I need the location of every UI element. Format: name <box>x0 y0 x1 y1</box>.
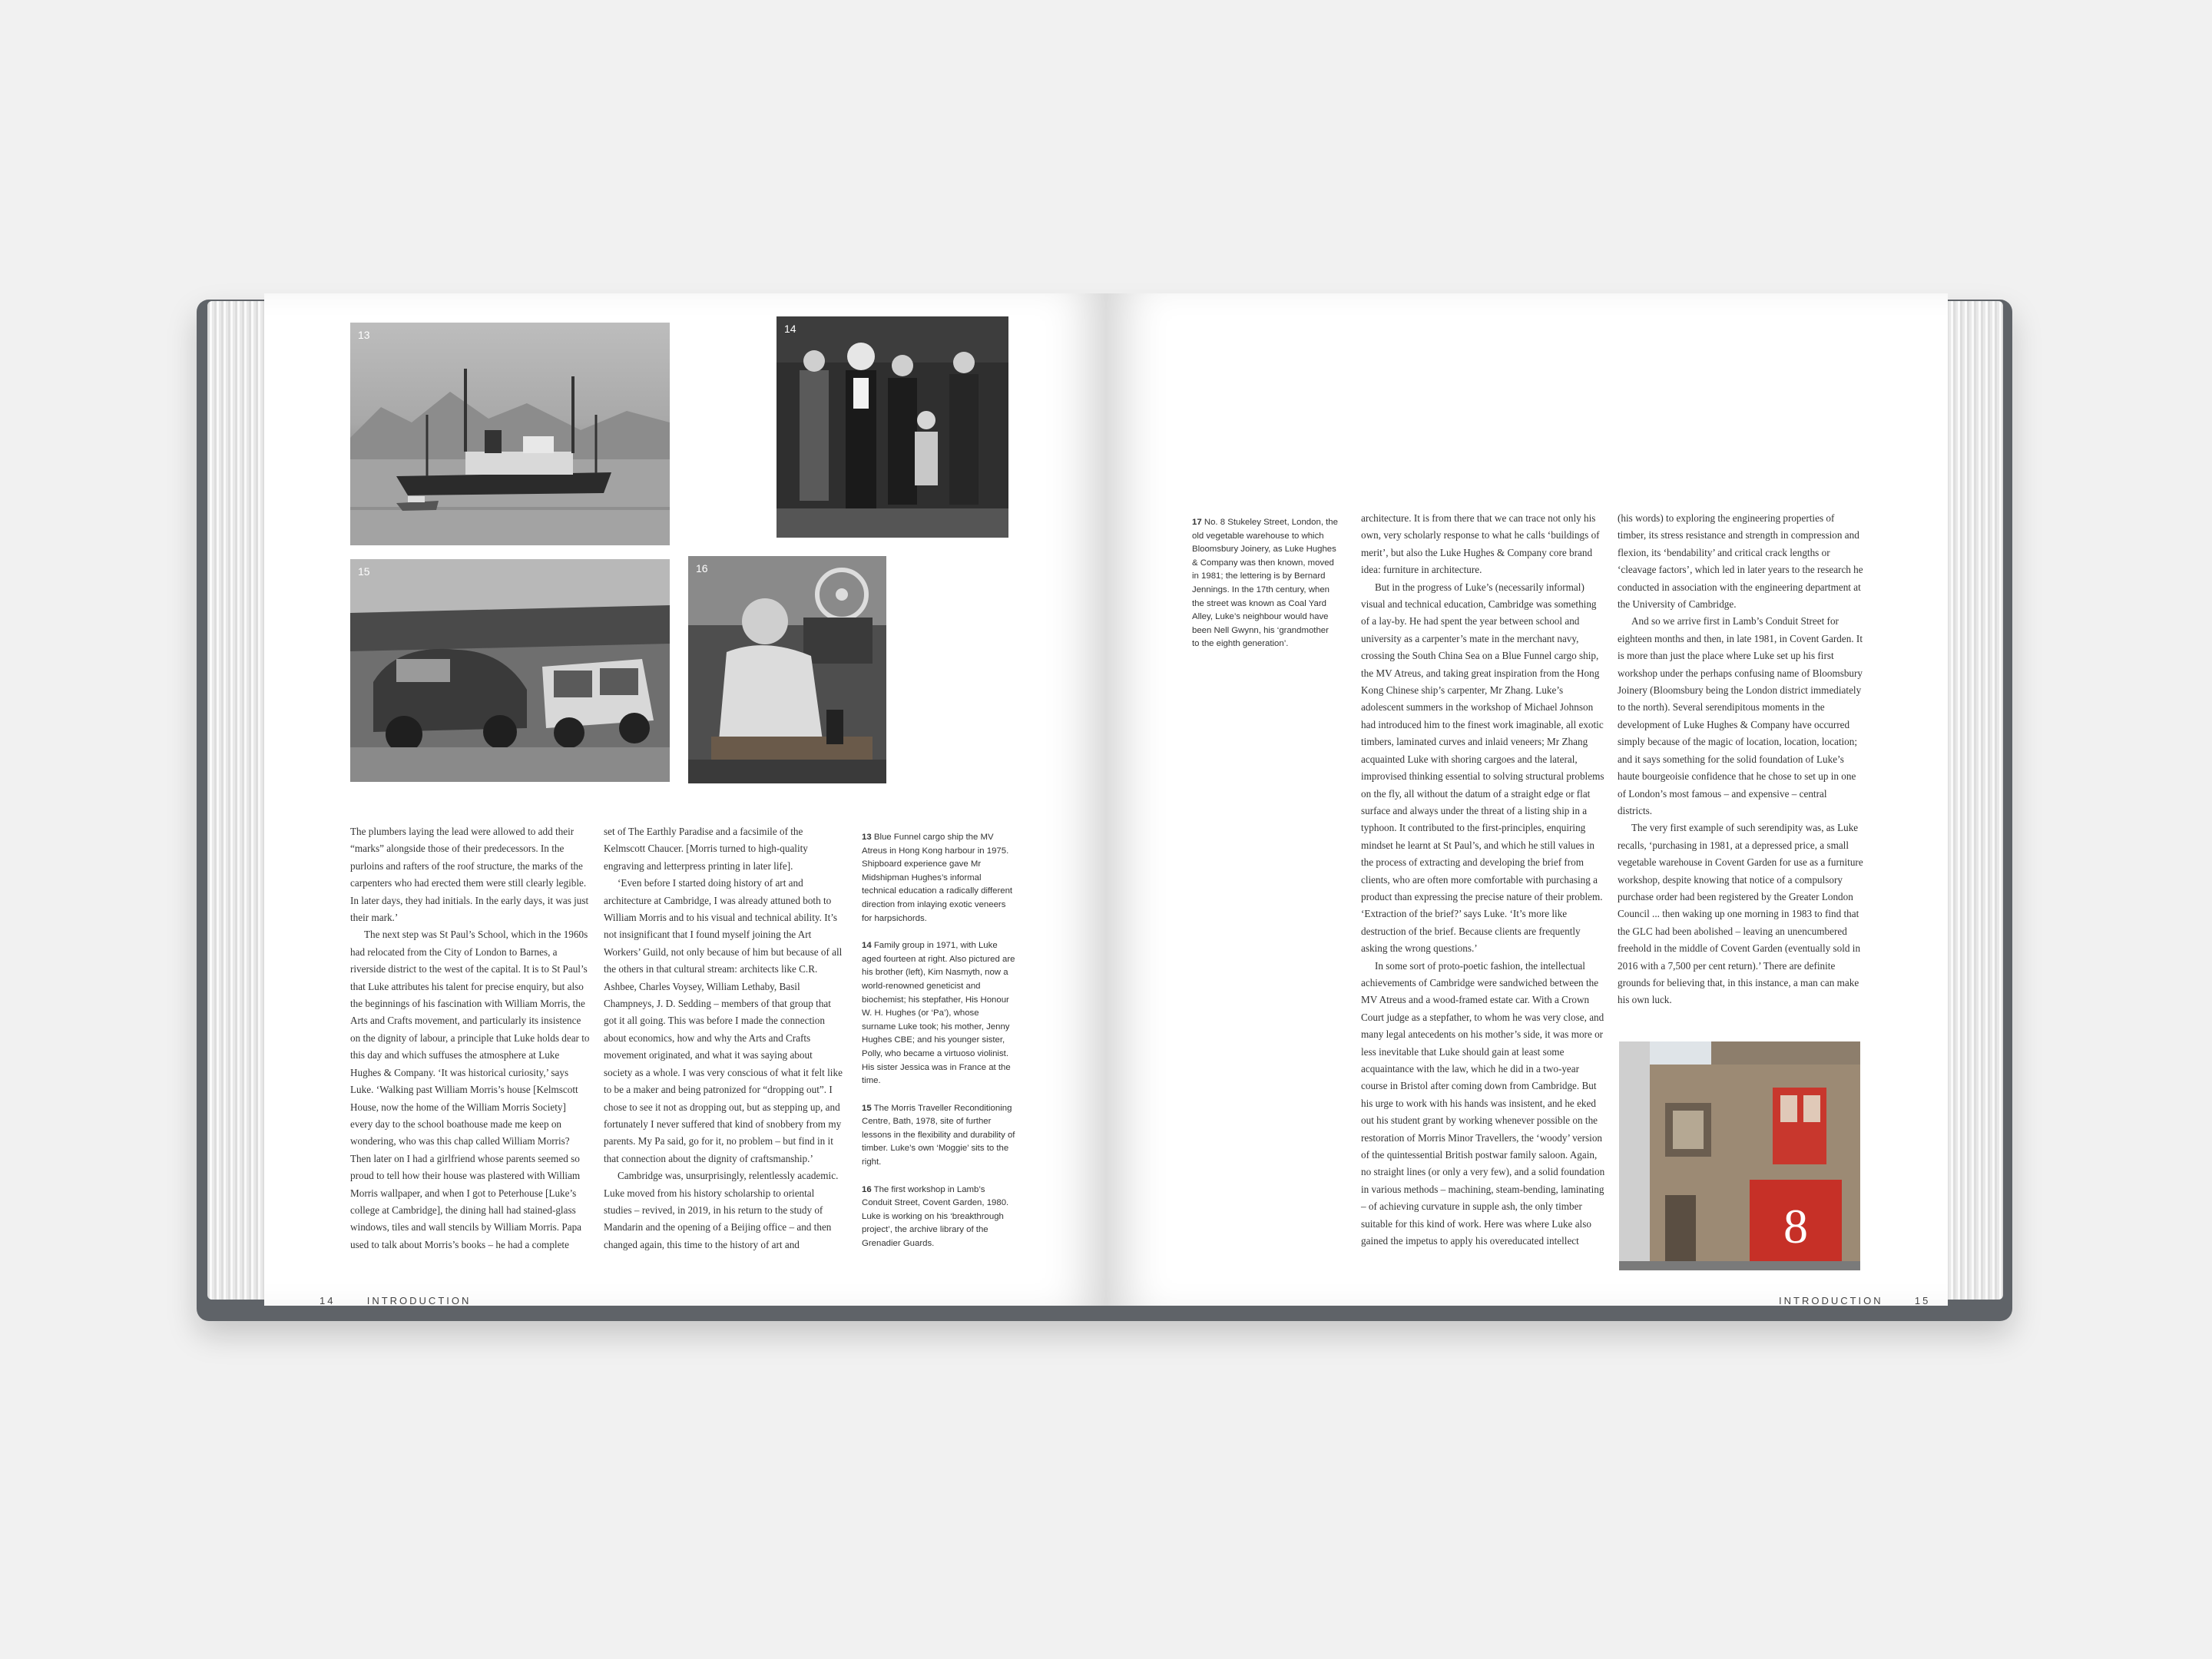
paragraph: Cambridge was, unsurprisingly, relentlessly academic. Luke moved from his history scholarship to oriental studies – revived, in 2019, in his return to the study of Mandarin and the opening of a Beijing office – and then changed again, this time to the history of art and <box>604 1170 839 1250</box>
photo-14-family-group <box>777 316 1008 538</box>
running-head: INTRODUCTION <box>366 1295 472 1306</box>
right-folio <box>1779 1295 1930 1306</box>
caption-text: The Morris Traveller Reconditioning Centre, Bath, 1978, site of further lessons in the flexibility and durability of timber. Luke’s own ‘Moggie’ sits to the right. <box>862 1103 1015 1167</box>
left-captions <box>862 831 1015 1265</box>
paragraph: The very first example of such serendipity was, as Luke recalls, ‘purchasing in 1981, at a depressed price, a small vegetable warehouse in Covent Garden for use as a furniture workshop, despite knowing that notice of a compulsory purchase order had been registered by the Greater London Council ... then waking up one morning in 1983 to find that the GLC had been abolished – leaving an unencumbered freehold in the middle of Covent Garden (eventually sold in 2016 with a 7,500 per cent return).’ There are definite grounds for believing that, in this instance, a man can make his own luck. <box>1618 822 1863 1006</box>
page-edges-right <box>1942 301 2003 1300</box>
page-number: 14 <box>320 1295 336 1306</box>
photo-16-workshop <box>688 556 886 783</box>
left-text-column-1 <box>350 823 590 1253</box>
photo-15-cars-yard <box>350 559 670 782</box>
left-page <box>264 293 1106 1306</box>
caption-text: No. 8 Stukeley Street, London, the old vegetable warehouse to which Bloomsbury Joinery, as Luke Hughes & Company was then known, moved in 1981; the lettering is by Bernard Jennings. In the 17th century, when the street was known as Coal Yard Alley, Luke’s neighbour would have been Nell Gwynn, his ‘grandmother to the eighth generation’. <box>1192 518 1338 649</box>
cars-illustration <box>350 559 670 782</box>
photo-number: 16 <box>696 562 708 575</box>
paragraph: set of The Earthly Paradise and a facsimile of the Kelmscott Chaucer. [Morris turned to high-quality engraving and letterpress printing in later life]. <box>604 826 808 872</box>
photo-17-warehouse <box>1619 1041 1860 1270</box>
caption-text: Blue Funnel cargo ship the MV Atreus in Hong Kong harbour in 1975. Shipboard experience gave Mr Midshipman Hughes’s informal technical education a radically different direction from inlaying exotic veneers for harpsichords. <box>862 833 1013 923</box>
page-number: 15 <box>1914 1295 1931 1306</box>
door-number-8: 8 <box>1783 1199 1808 1253</box>
photo-number: 15 <box>358 565 370 578</box>
paragraph: And so we arrive first in Lamb’s Conduit Street for eighteen months and then, in late 1981, in Covent Garden. It is more than just the place where Luke set up his first workshop under the perhaps confusing name of Bloomsbury Joinery (Bloomsbury being the London district immediately to the north). Several serendipitous moments in the development of Luke Hughes & Company have occurred simply because of the magic of location, location, location; and it says something for the solid foundation of Luke’s haute bourgeoisie confidence that he chose to set up in one of London’s most famous – and expensive – central districts. <box>1618 615 1863 816</box>
caption-16 <box>862 1184 1015 1251</box>
photo-number: 14 <box>784 323 796 335</box>
running-head: INTRODUCTION <box>1779 1295 1883 1306</box>
right-text-column-2 <box>1618 510 1863 1009</box>
family-illustration <box>777 316 1008 538</box>
caption-text: The first workshop in Lamb’s Conduit Street, Covent Garden, 1980. Luke is working on his ‘breakthrough project’, the archive library of the Grenadier Guards. <box>862 1184 1009 1249</box>
caption-14 <box>862 939 1015 1088</box>
right-text-column-1 <box>1361 510 1607 1250</box>
paragraph: (his words) to exploring the engineering properties of timber, its stress resistance and strength in compression and flexion, its ‘bendability’ and critical crack lengths or ‘cleavage factors’, which led in later years to the research he conducted in association with the engineering department at the University of Cambridge. <box>1618 512 1863 611</box>
caption-13 <box>862 831 1015 926</box>
paragraph: The plumbers laying the lead were allowed to add their “marks” alongside those of their predecessors. In the purloins and rafters of the roof structure, the marks of the carpenters who had erected them were still clearly legible. In later days, they had initials. In the early days, it was just their mark.’ <box>350 826 589 924</box>
right-page <box>1106 293 1948 1306</box>
caption-number: 17 <box>1192 518 1202 527</box>
right-caption-17 <box>1192 516 1338 665</box>
page-edges-left <box>207 301 269 1300</box>
photo-number: 13 <box>358 329 370 341</box>
paragraph: The next step was St Paul’s School, which in the 1960s had relocated from the City of London to Barnes, a riverside district to the west of the capital. It is to St Paul’s that Luke attributes his talent for precise enquiry, but also the beginnings of his fascination with William Morris, the Arts and Crafts movement, and particularly its insistence on the dignity of labour, a principle that Luke holds dear to this day and which suffuses the atmosphere at Luke Hughes & Company. ‘It was historical curiosity,’ says Luke. ‘Walking past William Morris’s house [Kelmscott House, now the home of the William Morris Society] every day to the school boathouse made me keep on wondering, who was this chap called William Morris? Then later on I had a girlfriend whose parents seemed so proud to tell how their house was plastered with William Morris wallpaper, and when I got to Peterhouse [Luke’s college at Cambridge], the dining hall had stained-glass windows, tiles and wall stencils by William Morris. Papa used to talk about Morris’s books – he had a complete <box>350 929 590 1250</box>
caption-text: Family group in 1971, with Luke aged fourteen at right. Also pictured are his brother (left), Kim Nasmyth, now a world-renowned geneticist and biochemist; his stepfather, His Honour W. H. Hughes (or ‘Pa’), whose surname Luke took; his mother, Jenny Hughes CBE; and his younger sister, Polly, who became a virtuoso violinist. His sister Jessica was in France at the time. <box>862 941 1015 1086</box>
caption-number: 13 <box>862 833 872 842</box>
caption-15 <box>862 1102 1015 1170</box>
warehouse-illustration <box>1619 1041 1860 1270</box>
caption-number: 15 <box>862 1103 872 1113</box>
paragraph: architecture. It is from there that we can trace not only his own, very scholarly response to what he calls ‘buildings of merit’, but also the Luke Hughes & Company core brand idea: furniture in architecture. <box>1361 512 1600 576</box>
caption-number: 14 <box>862 941 872 951</box>
left-folio <box>320 1295 471 1306</box>
caption-number: 16 <box>862 1184 872 1194</box>
left-text-column-2 <box>604 823 843 1253</box>
photo-13-ship <box>350 323 670 545</box>
paragraph: But in the progress of Luke’s (necessarily informal) visual and technical education, Cambridge was something of a lay-by. He had spent the year between school and university as a carpenter’s mate in the merchant navy, crossing the South China Sea on a Blue Funnel cargo ship, the MV Atreus, and taking great inspiration from the Hong Kong Chinese ship’s carpenter, Mr Zhang. Luke’s adolescent summers in the workshop of Michael Johnson had introduced him to the finest work imaginable, all exotic timbers, laminated curves and inlaid veneers; Mr Zhang acquainted Luke with shoring cargoes and the lateral, improvised thinking essential to solving structural problems on the fly, all without the datum of a straight edge or flat surface and always under the threat of a listing ship in a typhoon. It contributed to the first-principles, enquiring mindset he learnt at St Paul’s, and which he still values in the process of extracting and developing the brief from clients, who are often more comfortable with purchasing a product than expressing the precise nature of their problem. ‘Extraction of the brief?’ says Luke. ‘It’s more like destruction of the brief. Because clients are frequently asking the wrong questions.’ <box>1361 581 1604 955</box>
paragraph: ‘Even before I started doing history of art and architecture at Cambridge, I was already attuned both to William Morris and to his visual and technical ability. It’s not insignificant that I found myself joining the Art Workers’ Guild, not only because of him but because of all the others in that cultural stream: architects like C.R. Ashbee, Charles Voysey, William Lethaby, Basil Champneys, J. D. Sedding – members of that group that got it all going. This was before I made the connection about economics, how and why the Arts and Crafts movement originated, and what it was saying about society as a whole. I was very conscious of what it felt like to be a maker and being patronized for “dropping out”. I chose to see it not as dropping out, but as stepping up, and fortunately I never suffered that kind of snobbery from my parents. My Pa said, go for it, no problem – but find in it that connection about the dignity of craftsmanship.’ <box>604 877 843 1164</box>
paragraph: In some sort of proto-poetic fashion, the intellectual achievements of Cambridge were sandwiched between the MV Atreus and a wood-framed estate car. With a Crown Court judge as a stepfather, to whom he was very close, and many legal antecedents on his mother’s side, it was more or less inevitable that Luke should gain at least some acquaintance with the law, which he did in a two-year course in Bristol after coming down from Cambridge. But his urge to work with his hands was insistent, and he eked out his student grant by working whenever possible on the restoration of Morris Minor Travellers, the ‘woody’ version of the quintessential British postwar family saloon. Again, no straight lines (or only a very few), and a solid foundation in various methods – machining, steam-bending, laminating – of achieving curvature in supple ash, the only timber suitable for this kind of work. Here was where Luke also gained the impetus to apply his overeducated intellect <box>1361 959 1605 1247</box>
ship-illustration <box>350 323 670 545</box>
workshop-illustration <box>688 556 886 783</box>
